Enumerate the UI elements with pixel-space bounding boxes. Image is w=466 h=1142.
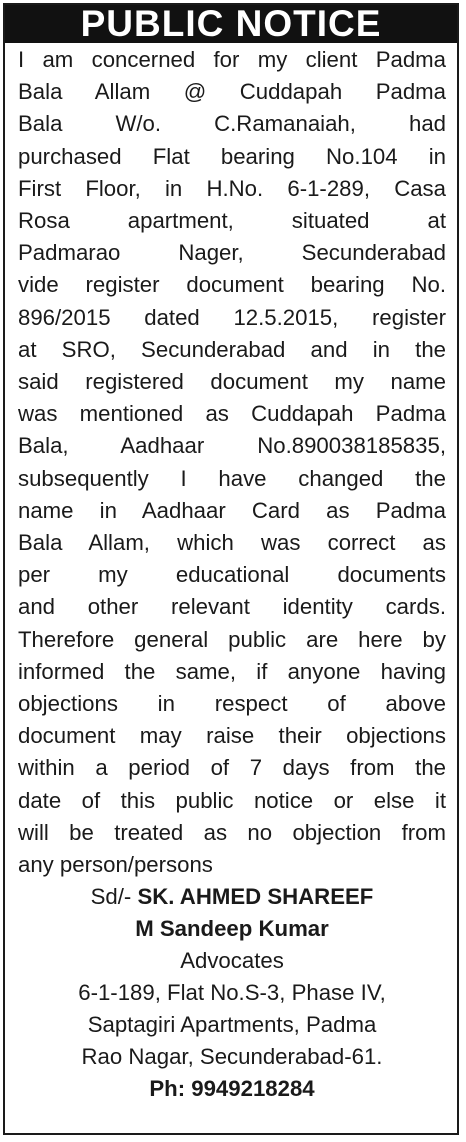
body-line: any person/persons <box>18 852 213 878</box>
body-line: at SRO, Secunderabad and in the <box>18 336 446 362</box>
signature-prefix: Sd/- <box>90 884 138 909</box>
body-line: per my educational documents <box>18 562 446 588</box>
body-line: name in Aadhaar Card as Padma <box>18 497 446 523</box>
body-line: Bala W/o. C.Ramanaiah, had <box>18 111 446 137</box>
body-line: document may raise their objections <box>18 723 446 749</box>
body-line: 896/2015 dated 12.5.2015, register <box>18 304 446 330</box>
notice-title: PUBLIC NOTICE <box>5 5 457 43</box>
body-line: will be treated as no objection from <box>18 819 446 845</box>
body-line: purchased Flat bearing No.104 in <box>18 143 446 169</box>
body-line: was mentioned as Cuddapah Padma <box>18 401 446 427</box>
body-line: and other relevant identity cards. <box>18 594 446 620</box>
notice-body <box>18 44 446 881</box>
signature-line-1 <box>18 881 446 913</box>
body-line: Bala Allam, which was correct as <box>18 530 446 556</box>
body-line: informed the same, if anyone having <box>18 658 446 684</box>
body-line: Bala, Aadhaar No.890038185835, <box>18 433 446 459</box>
advocate-name-2: M Sandeep Kumar <box>135 916 329 941</box>
body-line: I am concerned for my client Padma <box>18 47 446 72</box>
body-line: objections in respect of above <box>18 691 446 717</box>
body-line: Padmarao Nager, Secunderabad <box>18 240 446 266</box>
address-line-1: 6-1-189, Flat No.S-3, Phase IV, <box>78 980 386 1005</box>
address-line-2: Saptagiri Apartments, Padma <box>87 1012 377 1037</box>
signature-block <box>18 881 446 1105</box>
body-line: date of this public notice or else it <box>18 787 446 813</box>
body-line: within a period of 7 days from the <box>18 755 446 781</box>
body-line: Therefore general public are here by <box>18 626 446 652</box>
body-line: subsequently I have changed the <box>18 465 446 491</box>
body-line: First Floor, in H.No. 6-1-289, Casa <box>18 175 446 201</box>
body-line: Rosa apartment, situated at <box>18 208 446 234</box>
advocate-role: Advocates <box>180 948 284 973</box>
body-line: said registered document my name <box>18 369 446 395</box>
phone-number: Ph: 9949218284 <box>149 1076 315 1101</box>
address-line-3: Rao Nagar, Secunderabad-61. <box>81 1044 383 1069</box>
body-line: vide register document bearing No. <box>18 272 446 298</box>
advocate-name-1: SK. AHMED SHAREEF <box>137 884 374 909</box>
body-line: Bala Allam @ Cuddapah Padma <box>18 79 446 105</box>
public-notice <box>3 3 459 1135</box>
